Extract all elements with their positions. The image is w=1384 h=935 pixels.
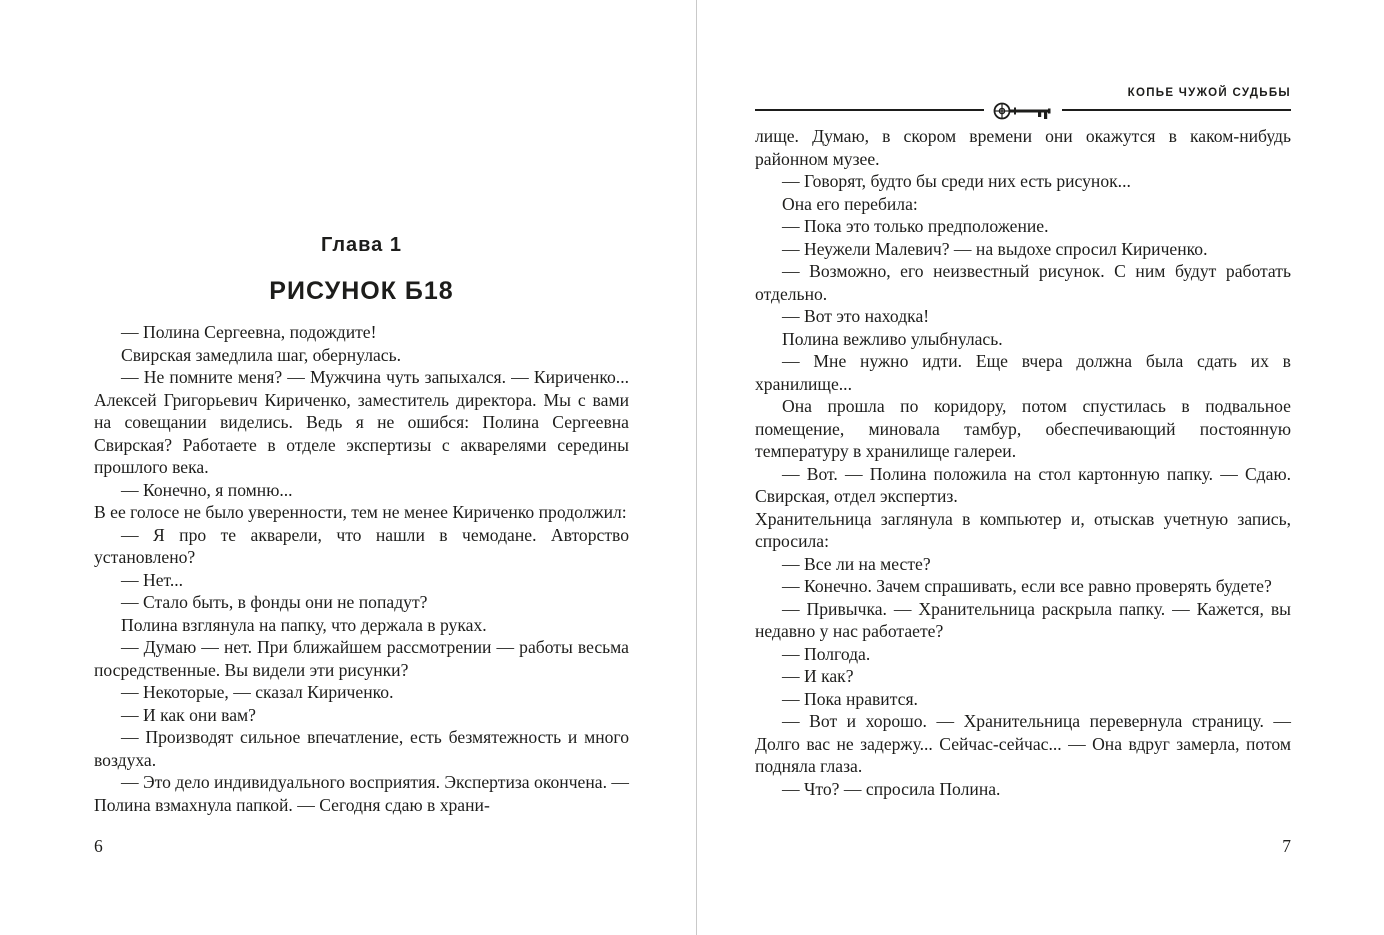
paragraph: — Что? — спросила Полина. <box>782 778 1001 799</box>
left-page-text <box>94 321 629 816</box>
paragraph: Полина взглянула на папку, что держала в руках. <box>121 614 487 635</box>
chapter-heading <box>94 234 629 305</box>
paragraph: — Вот и хорошо. — Хранительница перевернула страницу. — Долго вас не задержу... Сейчас-сейчас... — Она вдруг замерла, потом подняла глаза. <box>755 711 1291 776</box>
right-page-text <box>755 125 1291 800</box>
paragraph: — И как? <box>782 666 854 686</box>
paragraph: — И как они вам? <box>121 704 256 725</box>
paragraph: — Стало быть, в фонды они не попадут? <box>121 592 428 612</box>
paragraph: — Конечно. Зачем спрашивать, если все равно проверять будете? <box>782 576 1272 596</box>
paragraph: — Полина Сергеевна, подождите! <box>121 322 377 342</box>
paragraph: Хранительница заглянула в компьютер и, отыскав учетную запись, спросила: <box>755 508 1291 551</box>
paragraph: — Неужели Малевич? — на выдохе спросил Кириченко. <box>782 238 1208 259</box>
paragraph: — Некоторые, — сказал Кириченко. <box>121 682 394 702</box>
paragraph: — Привычка. — Хранительница раскрыла папку. — Кажется, вы недавно у нас работаете? <box>755 598 1291 641</box>
paragraph: — Вот. — Полина положила на стол картонную папку. — Сдаю. Свирская, отдел экспертиз. <box>755 463 1291 506</box>
right-page-content <box>755 0 1291 800</box>
header-rule <box>755 109 1291 111</box>
page-number-right: 7 <box>1282 836 1291 856</box>
paragraph: — Пока нравится. <box>782 688 918 709</box>
right-page <box>692 0 1384 935</box>
paragraph: — Вот это находка! <box>782 306 930 326</box>
page-number-left: 6 <box>94 836 103 856</box>
paragraph: — Не помните меня? — Мужчина чуть запыхался. — Кириченко... Алексей Григорьевич Кириченко, заместитель директора. Мы с вами на совещании виделись. Ведь я не ошибся: Полина Сергеевна Свирская? Работаете в отделе экспертизы с акварелями середины прошлого века. <box>94 367 629 477</box>
paragraph: — Все ли на месте? <box>782 553 931 574</box>
paragraph: — Мне нужно идти. Еще вчера должна была сдать их в хранилище... <box>755 351 1291 394</box>
page-divider <box>696 0 697 935</box>
running-title: КОПЬЕ ЧУЖОЙ СУДЬБЫ <box>1127 87 1291 99</box>
paragraph: — Это дело индивидуального восприятия. Экспертиза окончена. — Полина взмахнула папкой. — Сегодня сдаю в храни- <box>94 772 629 815</box>
paragraph: Она его перебила: <box>782 193 918 214</box>
paragraph: — Конечно, я помню... <box>121 479 293 500</box>
paragraph: — Думаю — нет. При ближайшем рассмотрении — работы весьма посредственные. Вы видели эти рисунки? <box>94 637 629 680</box>
chapter-label: Глава 1 <box>320 234 402 256</box>
paragraph: Полина вежливо улыбнулась. <box>782 328 1003 349</box>
paragraph: Свирская замедлила шаг, обернулась. <box>121 344 402 365</box>
paragraph: Она прошла по коридору, потом спустилась в подвальное помещение, миновала тамбур, обеспечивающий постоянную температуру в хранилище галереи. <box>755 396 1291 461</box>
paragraph: — Полгода. <box>782 643 871 664</box>
paragraph: — Нет... <box>121 569 184 590</box>
paragraph: — Я про те акварели, что нашли в чемодане. Авторство установлено? <box>94 524 629 567</box>
paragraph: — Говорят, будто бы среди них есть рисунок... <box>782 171 1131 191</box>
chapter-title: РИСУНОК Б18 <box>269 277 454 305</box>
paragraph: лище. Думаю, в скором времени они окажутся в каком-нибудь районном музее. <box>755 126 1291 169</box>
paragraph: В ее голосе не было уверенности, тем не менее Кириченко продолжил: <box>94 502 627 522</box>
key-ornament-icon <box>984 99 1062 123</box>
paragraph: — Производят сильное впечатление, есть безмятежность и много воздуха. <box>94 727 629 770</box>
left-page-content <box>94 0 629 816</box>
paragraph: — Пока это только предположение. <box>782 216 1049 236</box>
paragraph: — Возможно, его неизвестный рисунок. С ним будут работать отдельно. <box>755 261 1291 304</box>
